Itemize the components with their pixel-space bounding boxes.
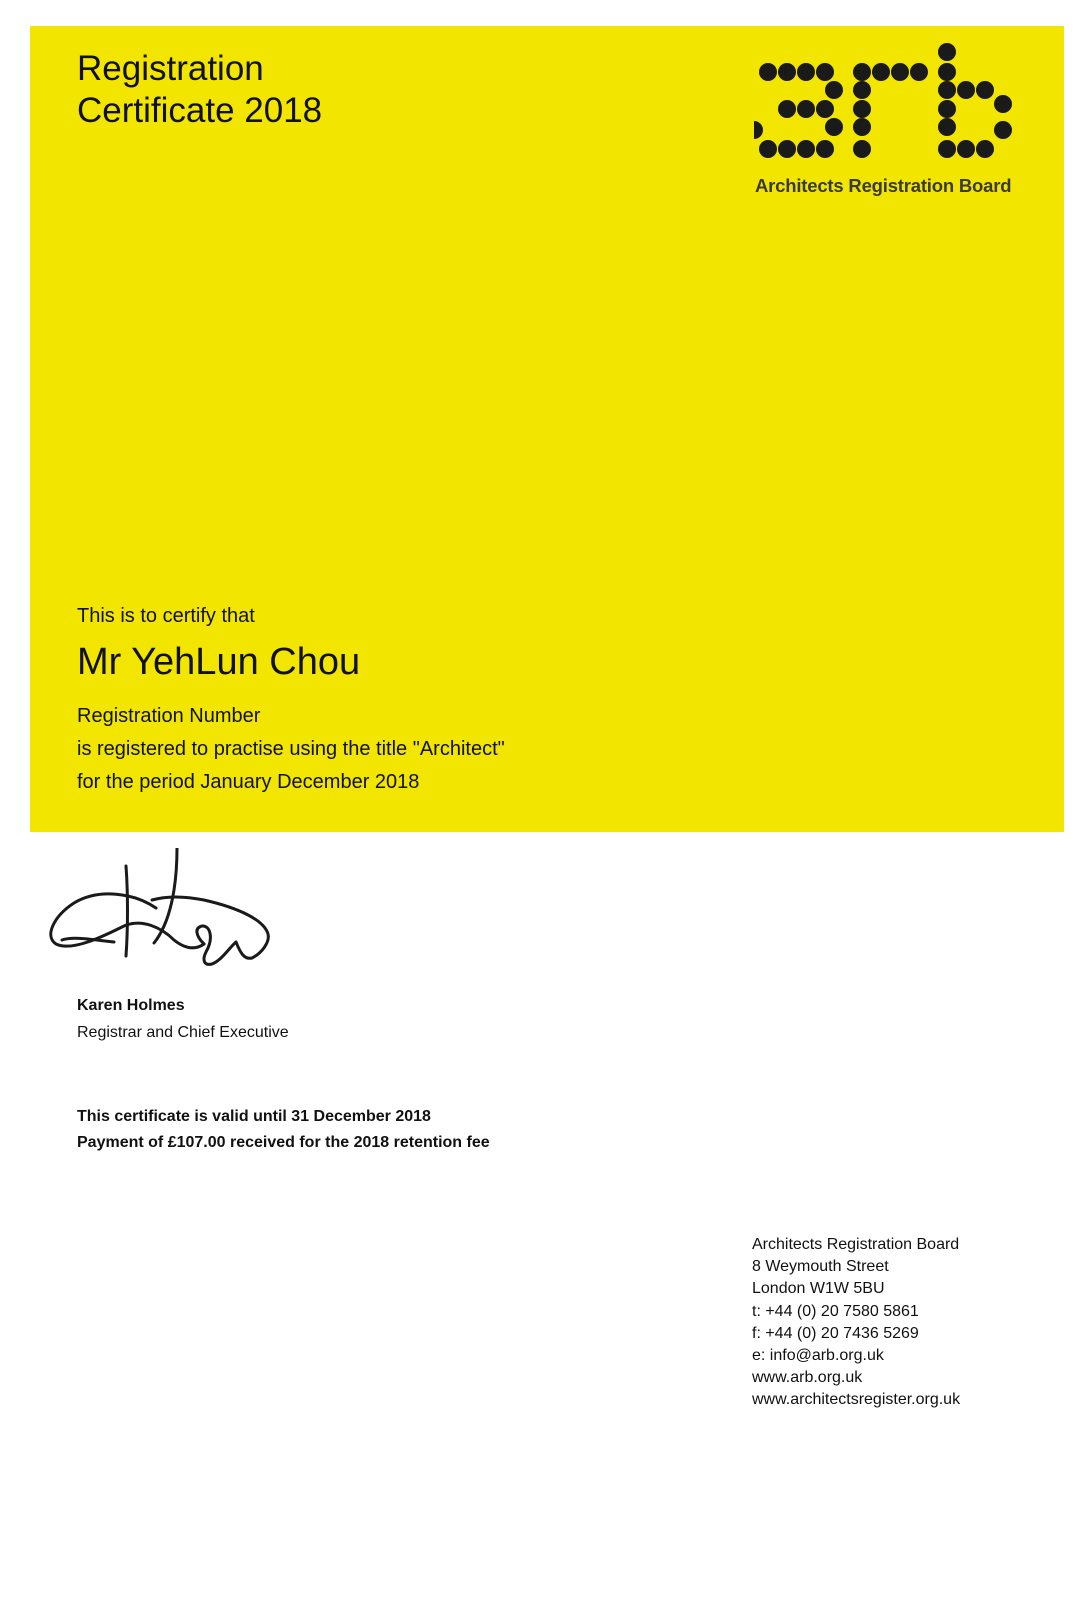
validity-notice	[77, 1104, 490, 1156]
arb-dot-logo-mark	[754, 42, 1054, 177]
registration-period-line: for the period January December 2018	[77, 771, 420, 793]
arb-logo-caption: Architects Registration Board	[755, 175, 1012, 196]
address-fax: f: +44 (0) 20 7436 5269	[752, 1324, 919, 1342]
address-register-website: www.architectsregister.org.uk	[752, 1391, 961, 1409]
address-website: www.arb.org.uk	[752, 1369, 863, 1387]
validity-date-line: This certificate is valid until 31 December 2018	[77, 1108, 431, 1125]
registrant-name: Mr YehLun Chou	[77, 641, 361, 683]
certificate-title-line1: Registration	[77, 49, 264, 88]
address-org: Architects Registration Board	[752, 1236, 960, 1253]
registrar-signature	[44, 848, 284, 988]
certify-lead-text: This is to certify that	[77, 605, 255, 627]
registration-number-line: Registration Number	[77, 705, 261, 727]
payment-line: Payment of £107.00 received for the 2018 retention fee	[77, 1134, 490, 1151]
registration-details	[77, 700, 505, 799]
signatory-name: Karen Holmes	[77, 997, 185, 1014]
certificate-title-line2: Certificate 2018	[77, 91, 323, 130]
contact-address	[752, 1234, 960, 1412]
address-email: e: info@arb.org.uk	[752, 1347, 884, 1365]
signatory-role: Registrar and Chief Executive	[77, 1024, 289, 1041]
address-street: 8 Weymouth Street	[752, 1258, 889, 1276]
address-city: London W1W 5BU	[752, 1280, 885, 1298]
certification-statement	[77, 603, 505, 799]
registration-title-line: is registered to practise using the title "Architect"	[77, 738, 505, 760]
certificate-title	[77, 48, 322, 132]
address-telephone: t: +44 (0) 20 7580 5861	[752, 1302, 919, 1320]
